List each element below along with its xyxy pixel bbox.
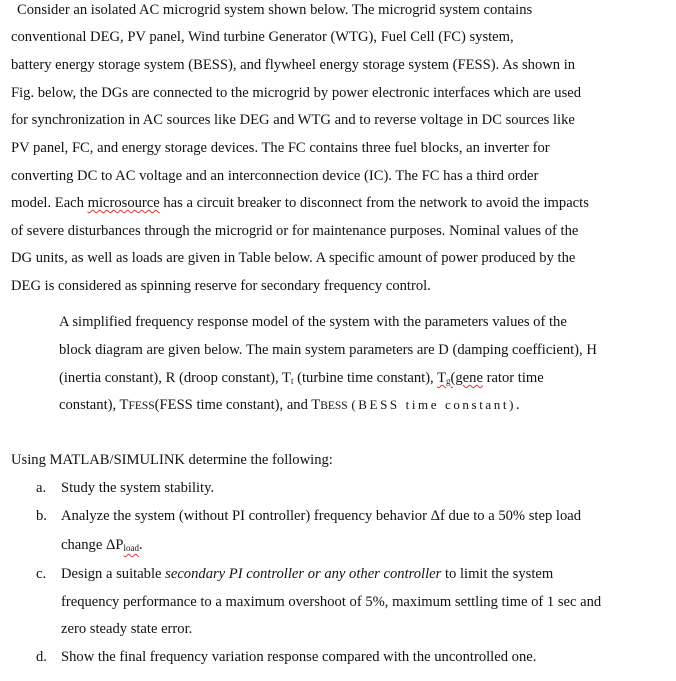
list-item-continuation: frequency performance to a maximum overshoot of 5%, maximum settling time of 1 sec and: [61, 594, 602, 610]
model-line-2: block diagram are given below. The main system parameters are D (damping coefficient), H: [59, 342, 597, 358]
list-item-continuation: [61, 536, 143, 557]
model-line-1: A simplified frequency response model of the system with the parameters values of the: [59, 314, 567, 330]
list-marker: b.: [36, 508, 47, 524]
list-item-continuation: zero steady state error.: [61, 621, 193, 637]
controller-emphasis: secondary PI controller or any other controller: [165, 566, 442, 582]
generator-subscript: g: [446, 376, 451, 386]
intro-line-4: Fig. below, the DGs are connected to the microgrid by power electronic interfaces which are used: [11, 85, 582, 101]
model-line-4-a: constant), T: [59, 397, 129, 413]
load-subscript: load: [123, 543, 139, 553]
list-item-text: Study the system stability.: [61, 480, 215, 496]
intro-line-8: [11, 194, 589, 212]
list-item-text: [61, 565, 553, 583]
intro-line-8-start: model. Each: [11, 195, 88, 211]
list-marker: c.: [36, 566, 47, 582]
intro-line-2: conventional DEG, PV panel, Wind turbine Generator (WTG), Fuel Cell (FC) system,: [11, 29, 514, 45]
list-item-text: Analyze the system (without PI controller) frequency behavior Δf due to a 50% step load: [61, 508, 582, 524]
intro-line-1: Consider an isolated AC microgrid system shown below. The microgrid system contains: [17, 2, 533, 18]
list-marker: a.: [36, 480, 47, 496]
fess-label: FESS: [128, 400, 155, 412]
intro-line-7: converting DC to AC voltage and an interconnection device (IC). The FC has a third order: [11, 168, 539, 184]
model-line-3: [59, 369, 544, 390]
design-text-start: Design a suitable: [61, 566, 166, 582]
design-text-end: to limit the system: [441, 566, 554, 582]
change-text: change ΔP: [61, 537, 124, 553]
model-line-3-c: rator time: [482, 370, 544, 386]
turbine-subscript: t: [290, 376, 294, 386]
period: .: [138, 537, 143, 553]
spellcheck-word: [437, 370, 483, 386]
model-line-4-b: (FESS time constant), and T: [154, 397, 321, 413]
intro-line-6: PV panel, FC, and energy storage devices. The FC contains three fuel blocks, an inverter for: [11, 140, 550, 156]
generator-text: (gene: [450, 370, 483, 386]
intro-line-8-end: has a circuit breaker to disconnect from the network to avoid the impacts: [159, 195, 589, 211]
intro-line-9: of severe disturbances through the microgrid or for maintenance purposes. Nominal values of the: [11, 223, 579, 239]
intro-line-10: DG units, as well as loads are given in Table below. A specific amount of power produced by the: [11, 250, 576, 266]
intro-line-5: for synchronization in AC sources like DEG and WTG and to reverse voltage in DC sources like: [11, 112, 575, 128]
intro-line-3: battery energy storage system (BESS), and flywheel energy storage system (FESS). As shown in: [11, 57, 576, 73]
list-item-text: Show the final frequency variation response compared with the uncontrolled one.: [61, 649, 537, 665]
bess-label: BESS: [320, 400, 348, 412]
model-line-4-end: .: [516, 397, 520, 413]
list-marker: d.: [36, 649, 47, 665]
model-line-3-b: (turbine time constant),: [293, 370, 438, 386]
model-line-4: [59, 396, 520, 415]
model-line-3-a: (inertia constant), R (droop constant), T: [59, 370, 291, 386]
generator-symbol: T: [437, 370, 447, 386]
task-intro: Using MATLAB/SIMULINK determine the following:: [11, 452, 333, 468]
spellcheck-word: microsource: [87, 195, 160, 211]
bess-time-constant: (BESS time constant): [351, 397, 517, 412]
intro-line-11: DEG is considered as spinning reserve for secondary frequency control.: [11, 278, 431, 294]
